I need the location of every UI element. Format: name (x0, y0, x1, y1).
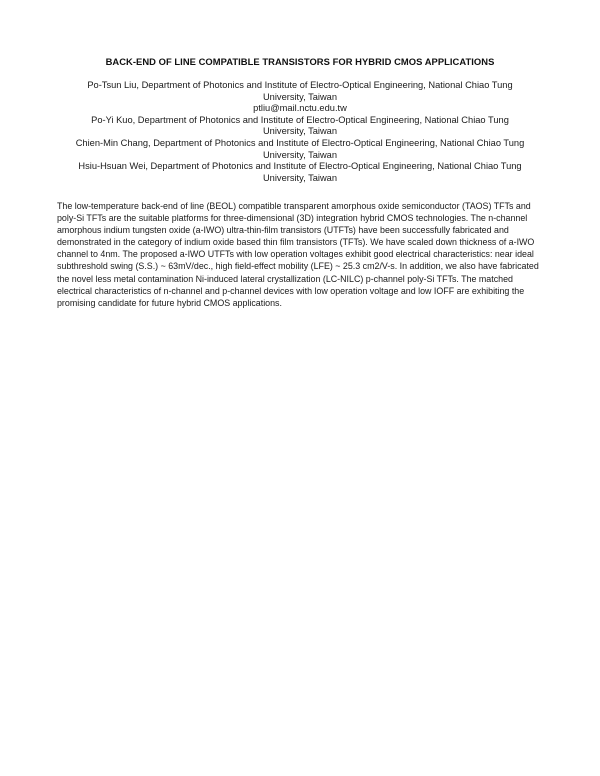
abstract-paragraph: The low-temperature back-end of line (BEOL) compatible transparent amorphous oxide semiconductor (TAOS) TFTs and poly-Si TFTs are the suitable platforms for three-dimensional (3D) integration hybrid CMOS technologies. The n-channel amorphous indium tungsten oxide (a-IWO) ultra-thin-film transistors (UTFTs) have been successfully fabricated and demonstrated in the category of indium oxide based thin film transistors (TFTs). We have scaled down thickness of a-IWO channel to 4nm. The proposed a-IWO UTFTs with low operation voltages exhibit good electrical characteristics: near ideal subthreshold swing (S.S.) ~ 63mV/dec., high field-effect mobility (LFE) ~ 25.3 cm2/V-s. In addition, we also have fabricated the novel less metal contamination Ni-induced lateral crystallization (LC-NILC) p-channel poly-Si TFTs. The matched electrical characteristics of n-channel and p-channel devices with low operation voltage and low IOFF are exhibiting the promising candidate for future hybrid CMOS applications. (57, 201, 539, 308)
author-affiliation: Chien-Min Chang, Department of Photonics and Institute of Electro-Optical Engineering, National Chiao Tung (75, 137, 525, 148)
author-affiliation-cont: University, Taiwan (262, 149, 338, 160)
author-affiliation: Po-Yi Kuo, Department of Photonics and Institute of Electro-Optical Engineering, National Chiao Tung (91, 114, 509, 125)
author-block (50, 80, 550, 184)
author-affiliation: Hsiu-Hsuan Wei, Department of Photonics and Institute of Electro-Optical Engineering, National Chiao Tung (78, 161, 522, 172)
paper-title: BACK-END OF LINE COMPATIBLE TRANSISTORS FOR HYBRID CMOS APPLICATIONS (105, 56, 495, 67)
author-affiliation-cont: University, Taiwan (262, 91, 338, 102)
author-affiliation-cont: University, Taiwan (262, 126, 338, 137)
author-affiliation: Po-Tsun Liu, Department of Photonics and Institute of Electro-Optical Engineering, National Chiao Tung (87, 80, 513, 90)
author-affiliation-cont: University, Taiwan (262, 172, 338, 183)
author-email: ptliu@mail.nctu.edu.tw (253, 103, 347, 114)
